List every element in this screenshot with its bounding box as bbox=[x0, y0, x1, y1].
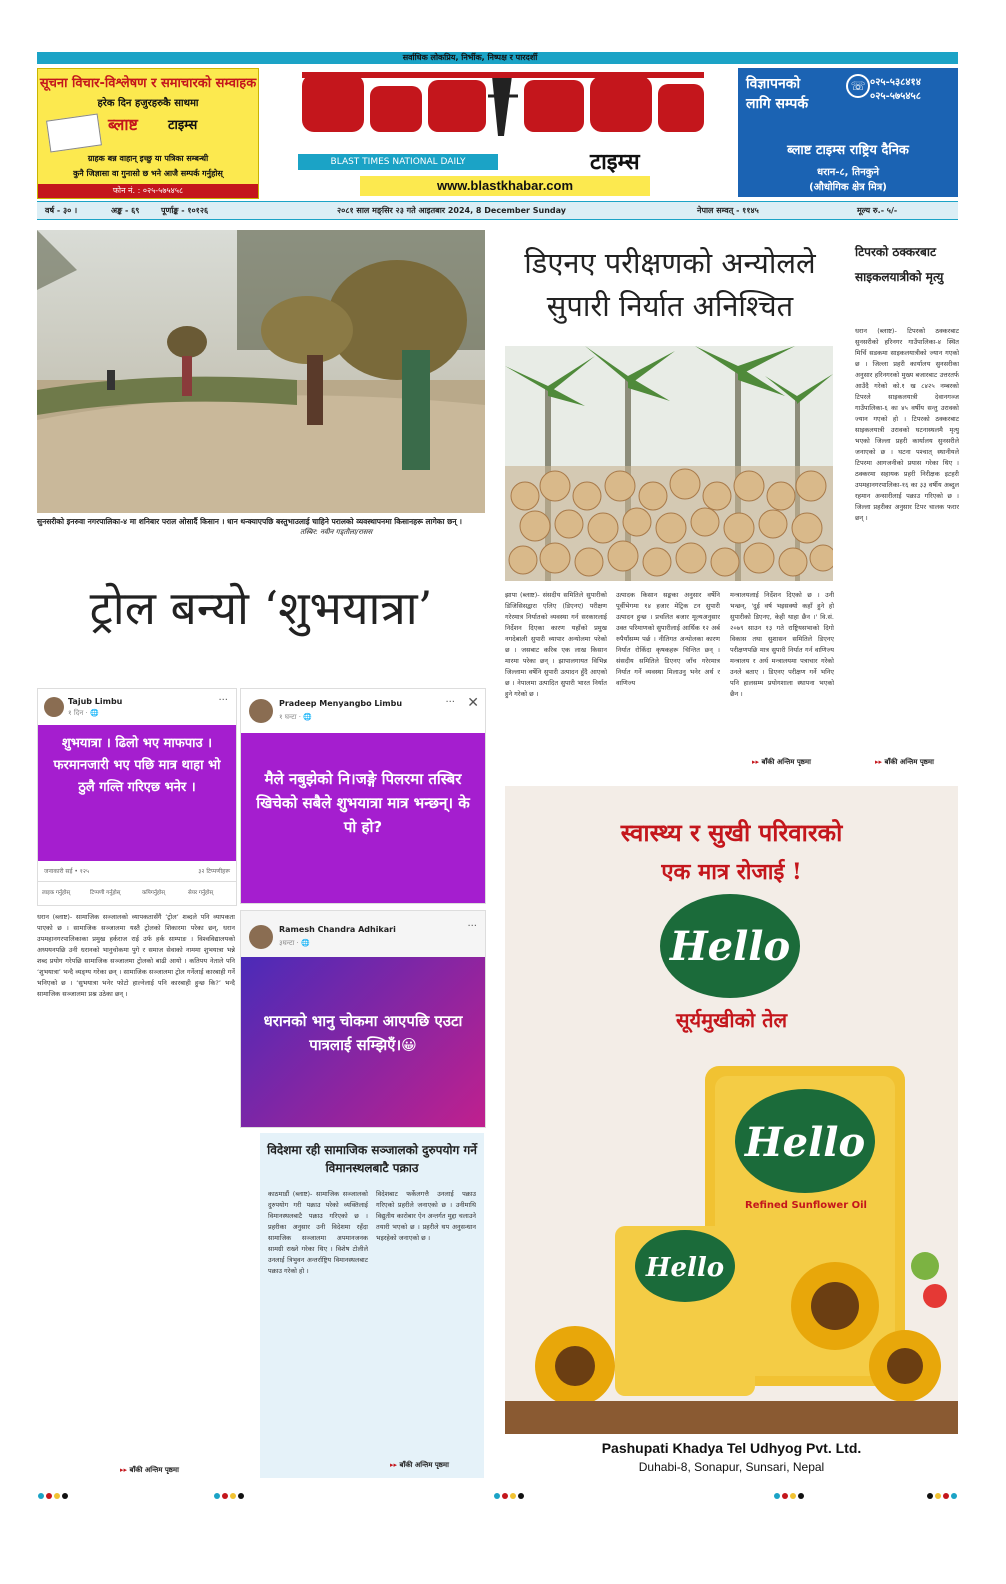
left-promo-brand2: टाइम्स bbox=[168, 118, 198, 133]
avatar bbox=[249, 925, 273, 949]
like-button[interactable]: लाइक गर्नुहोस् bbox=[42, 890, 71, 896]
airport-arrest-column-1: काठमाडौं (ब्लाष्ट)- सामाजिक सञ्जालको दुरुपयोग गरी पक्राउ परेको व्यक्तिलाई विमानस्थलबाटै पक्राउ गरिएको छ । प्रहरीका अनुसार उनी विदेशमा रहँदा सामाजिक सञ्जालमा अपमानजनक सामग्री राख्ने गरेका थिए । विशेष टोलीले उनलाई त्रिभुवन अन्तर्राष्ट्रिय विमानस्थलबाट पक्राउ गरेको हो । bbox=[268, 1190, 368, 1275]
airport-arrest-column-2: विदेशबाट फर्केलगत्तै उनलाई पक्राउ गरिएको प्रहरीले जनाएको छ । उनीमाथि विद्युतीय कारोबार ऐन अन्तर्गत मुद्दा चलाउने तयारी भएको छ । प्रहरीले थप अनुसन्धान भइरहेको जनाएको छ । bbox=[376, 1190, 476, 1242]
post2-author: Pradeep Menyangbo Limbu bbox=[279, 699, 403, 708]
left-promo-brand: ब्लाष्ट bbox=[108, 115, 138, 134]
lead-photo bbox=[37, 230, 485, 513]
areca-nut-image bbox=[505, 346, 833, 581]
facebook-post-1 bbox=[37, 688, 237, 906]
masthead-times: टाइम्स bbox=[590, 150, 640, 175]
advert-pack-label: Refined Sunflower Oil bbox=[745, 1200, 867, 1211]
farmers-carrying-straw-image bbox=[37, 230, 485, 513]
print-registration-marks bbox=[37, 1492, 958, 1500]
close-icon[interactable]: ✕ bbox=[467, 695, 479, 711]
hello-oil-advert bbox=[505, 786, 958, 1480]
facebook-post-3 bbox=[240, 910, 486, 1128]
left-promo-subtitle: हरेक दिन हजुरहरुकै साथमा bbox=[97, 98, 199, 109]
tipper-body: धरान (ब्लाष्ट)- टिपरको ठक्करबाट सुनसरीको हरिनगर गाउँपालिका-४ स्थित मिर्चि सडकमा साइकलयात्रीको ज्यान गएको छ । जिल्ला प्रहरी कार्यालय सुनसरीका अनुसार हरिनगरको मुख्य बजारबाट उत्तरतर्फ आउँदै गरेको को.१ ख ८४२५ नम्बरको टिपरले साइकलयात्री देवानगञ्ज गाउँपालिका-६ का ४५ वर्षीय सन्तु उरावको ज्यान गएको हो । टिपरको ठक्करबाट साइकलयात्री उरावको घटनास्थलमै मृत्यु भएको जिल्ला प्रहरी कार्यालय सुनसरीले जनाएको छ । घटना पश्चात् स्थानीयले टिपरमा आगजनीको प्रयास गरेका थिए । ठक्करमा सहायक प्रहरी निरीक्षक इटहरी उपमहानगरपालिका-१६ का ३३ वर्षीय अब्दुल रहमान अन्सारीलाई पक्राउ गरिएको छ । जिल्ला प्रहरीका अनुसार टिपर चालक फरार छन् । bbox=[855, 327, 959, 522]
post1-author: Tajub Limbu bbox=[68, 697, 123, 706]
post1-time: १ दिन · 🌐 bbox=[68, 709, 99, 717]
dateline-date: २०८१ साल मङ्सिर २३ गते आइतबार 2024, 8 December Sunday bbox=[337, 206, 566, 215]
post1-header bbox=[38, 689, 236, 729]
more-options-icon: ··· bbox=[445, 697, 455, 708]
tipper-continued: ▸▸ बाँकी अन्तिम पृष्ठमा bbox=[875, 758, 934, 766]
post1-actions bbox=[38, 881, 236, 902]
supari-column-2: उत्पादक किसान सङ्घका अनुसार वर्षेनि पूर्वीभेगमा १४ हजार मेट्रिक टन सुपारी उत्पादन हुन्छ । प्रचलित बजार मूल्यअनुसार उक्त परिमाणको सुपारीलाई आर्थिक १२ अर्ब रुपैयाँसम्म पर्छ । नीतिगत अन्योलका कारण निर्यात रोकिँदा कृषकहरू चिन्तित छन् । संसदीय समितिले डिएनए जाँच गरेरमात्र निर्यात गर्ने व्यवस्था मिलाउनु भनेर अर्थ र वाणिज्य bbox=[616, 591, 720, 687]
masthead-tagline: सर्वाधिक लोकप्रिय, निर्भीक, निष्पक्ष र पारदर्शी bbox=[402, 53, 538, 62]
masthead-strip: BLAST TIMES NATIONAL DAILY bbox=[298, 154, 498, 170]
avatar bbox=[249, 699, 273, 723]
sunflower-oil-image bbox=[505, 886, 958, 1434]
post1-text: शुभयात्रा । ढिलो भए माफपाउ । फरमानजारी भए पछि मात्र थाहा भो ठुलै गल्ति गरिएछ भनेर । bbox=[38, 725, 236, 861]
supari-headline bbox=[505, 242, 835, 328]
dateline-samvat: नेपाल सम्वत् - ११४५ bbox=[697, 206, 759, 215]
post2-time: १ घन्टा · 🌐 bbox=[279, 713, 312, 721]
left-promo-title: सूचना विचार-विश्लेषण र समाचारको सम्वाहक bbox=[39, 76, 257, 91]
website-link[interactable]: www.blastkhabar.com bbox=[360, 176, 650, 196]
post2-header bbox=[241, 689, 485, 729]
supari-headline-line2: सुपारी निर्यात अनिश्चित bbox=[546, 289, 794, 323]
airport-arrest-continued-label: बाँकी अन्तिम पृष्ठमा bbox=[399, 1461, 449, 1469]
post3-header bbox=[241, 911, 485, 951]
dateline-bar bbox=[37, 201, 958, 220]
advert-product: सूर्यमुखीको तेल bbox=[675, 1008, 788, 1032]
masthead bbox=[280, 66, 720, 197]
dateline-issue: अङ्क - ६९ bbox=[111, 206, 140, 215]
post3-author: Ramesh Chandra Adhikari bbox=[279, 925, 396, 934]
supari-continued-label: बाँकी अन्तिम पृष्ठमा bbox=[761, 758, 811, 766]
comment-button[interactable]: टिप्पणी गर्नुहोस् bbox=[90, 890, 121, 896]
troll-continued-label: बाँकी अन्तिम पृष्ठमा bbox=[129, 1466, 179, 1474]
more-options-icon: ··· bbox=[218, 695, 228, 706]
blast-logo bbox=[292, 66, 712, 146]
more-options-icon: ··· bbox=[467, 921, 477, 932]
post3-text: धरानको भानु चोकमा आएपछि एउटा पात्रलाई सम्झिएँ।😀 bbox=[241, 957, 485, 1127]
right-promo-title2: लागि सम्पर्क bbox=[746, 96, 809, 112]
facebook-post-2 bbox=[240, 688, 486, 904]
newspaper-icon bbox=[46, 114, 102, 153]
dateline-year: वर्ष - ३० । bbox=[45, 206, 78, 215]
lead-photo-caption: सुनसरीको इनरुवा नगरपालिका-४ मा शनिबार पराल ओसार्दै किसान । धान थन्क्याएपछि बस्तुभाउलाई चाहिने परालको व्यवस्थापनमा किसानहरू लागेका छन् । bbox=[37, 517, 462, 526]
svg-text:Hello: Hello bbox=[645, 1253, 725, 1283]
svg-text:Hello: Hello bbox=[744, 1119, 866, 1166]
right-promo-title1: विज्ञापनको bbox=[746, 76, 801, 92]
post3-time: ३घन्टा · 🌐 bbox=[279, 939, 310, 947]
advert-company-box bbox=[505, 1434, 958, 1480]
supari-column-3: मन्त्रालयलाई निर्देशन दिएको छ । उनी भन्छन्, 'दुई वर्ष भइसक्यो कहाँ हुने हो सुपारीको डिएनए, केही थाहा छैन ।' वि.सं. २०७९ साउन १३ गते राष्ट्रियसभाको दिगो विकास तथा सुशासन समितिले डिएनए परीक्षणपछि मात्र सुपारी निर्यात गर्न वाणिज्य मन्त्रालय र अर्थ मन्त्रालयमा पत्राचार गरेको उनले बताए । डिएनए परीक्षण गर्ने भनिए पनि हालसम्म प्रयोगशाला स्थापना भएको छैन । bbox=[730, 591, 834, 698]
airport-arrest-story bbox=[260, 1133, 484, 1478]
advert-brand-logo: Hello bbox=[669, 923, 791, 970]
supari-continued: ▸▸ बाँकी अन्तिम पृष्ठमा bbox=[752, 758, 811, 766]
left-promo-phone: फोन नं. : ०२५-५७५४५८ bbox=[38, 184, 258, 198]
supari-photo bbox=[505, 346, 833, 581]
right-promo-name: ब्लाष्ट टाइम्स राष्ट्रिय दैनिक bbox=[787, 143, 909, 158]
tipper-headline: टिपरको ठक्करबाट साइकलयात्रीको मृत्यु bbox=[855, 245, 944, 284]
right-promo-phone1: ०२५-५३८४१४ bbox=[870, 77, 921, 88]
right-promo-phone2: ०२५-५७५४५८ bbox=[870, 91, 921, 102]
troll-headline: ट्रोल बन्यो ‘शुभयात्रा’ bbox=[89, 581, 433, 635]
right-promo-address: धरान-८, तिनकुने bbox=[816, 167, 880, 178]
airport-arrest-headline: विदेशमा रही सामाजिक सञ्जालको दुरुपयोग गर्ने विमानस्थलबाटै पक्राउ bbox=[267, 1143, 477, 1175]
advert-headline-2: एक मात्र रोजाई ! bbox=[661, 859, 802, 885]
right-promo-address2: (औधोगिक क्षेत्र मित्र) bbox=[809, 182, 887, 193]
left-promo-line2: कुनै जिज्ञासा वा गुनासो छ भने आजै सम्पर्क गर्नुहोस् bbox=[73, 169, 223, 178]
lead-photo-credit: तस्बिर: नवीन गड्तौला/रासस bbox=[300, 528, 373, 536]
copy-button[interactable]: कपिगर्नुहोस् bbox=[142, 890, 165, 896]
post2-text: मैले नबुझेको नि।जङ्गे पिलरमा तस्बिर खिचेको सबैले शुभयात्रा मात्र भन्छन्। के पो हो? bbox=[241, 733, 485, 903]
right-promo-box bbox=[738, 68, 958, 197]
share-button[interactable]: सेयर गर्नुहोस् bbox=[188, 890, 214, 896]
supari-column-1: झापा (ब्लाष्ट)- संसदीय समितिले सुपारीको डिजिसिसद्वारा एलिए (डिएनए) परीक्षण गरेरमात्र निर्यातको व्यवस्था गर्न सरकारलाई निर्देशन दिएका कारण यहाँको प्रमुख नगदेबाली सुपारी व्यापार अन्योलमा परेको छ । जसबाट करिब एक लाख किसान मारमा परेका छन् । झापालगायत विभिन्न जिल्लामा वर्षेनि सुपारी उत्पादन हुँदै आएको छ । नेपालमा उत्पादित सुपारी भारत निर्यात हुने गरेको छ । bbox=[505, 591, 607, 698]
tipper-continued-label: बाँकी अन्तिम पृष्ठमा bbox=[884, 758, 934, 766]
troll-body: धरान (ब्लाष्ट)- सामाजिक सञ्जालको व्यापकतासँगै ‘ट्रोल’ शब्दले पनि व्यापकता पाएको छ । सामाजिक सञ्जालमा यस्तै ट्रोलको शिकारमा परेका छन्, धरान उपमहानगरपालिकाका प्रमुख हर्कराज राई उर्फ हर्क साम्पाङ । विश्वविद्यालयको अध्ययनपछि उनी धरानको भानुचोकमा पुगे र समाज सेवाको नाममा शुभयात्रा भन्ने शब्द प्रयोग गरेपछि सामाजिक सञ्जालमा ट्रोलको बाढी आयो । कतिपय नेताले पनि ‘शुभयात्रा’ भन्दै व्यङ्ग्य गरेका छन् । सामाजिक सञ्जालमा ट्रोल गर्नेलाई कारबाही गर्ने भनिएको छ । ‘सुभयात्रा भनेर फोटो हाल्नेलाई पनि कारबाही हुन्छ कि?’ भन्दै सामाजिक सञ्जालमा प्रश्न उठेका छन् । bbox=[37, 913, 235, 998]
airport-arrest-continued: ▸▸ बाँकी अन्तिम पृष्ठमा bbox=[390, 1461, 449, 1469]
advert-company-address: Duhabi-8, Sonapur, Sunsari, Nepal bbox=[638, 1460, 825, 1474]
dateline-total: पूर्णाङ्क - १०१२६ bbox=[161, 206, 209, 215]
left-promo-box bbox=[37, 68, 259, 199]
supari-headline-line1: डिएनए परीक्षणको अन्योलले bbox=[524, 246, 816, 280]
phone-icon: ☏ bbox=[846, 74, 870, 98]
post1-reactions: जनाकारी सर्ई • १२५ bbox=[44, 868, 90, 875]
left-promo-line1: ग्राहक बन्न वाहान् इच्छु या पत्रिका सम्बन्धी bbox=[87, 154, 209, 163]
troll-continued: ▸▸ बाँकी अन्तिम पृष्ठमा bbox=[120, 1466, 179, 1474]
avatar bbox=[44, 697, 64, 717]
advert-company-name: Pashupati Khadya Tel Udhyog Pvt. Ltd. bbox=[601, 1440, 862, 1456]
dateline-price: मूल्य रु.- ५/- bbox=[857, 206, 898, 215]
advert-headline-1: स्वास्थ्य र सुखी परिवारको bbox=[620, 818, 843, 847]
post1-comments: ३२ टिप्पणीहरू bbox=[198, 868, 230, 875]
